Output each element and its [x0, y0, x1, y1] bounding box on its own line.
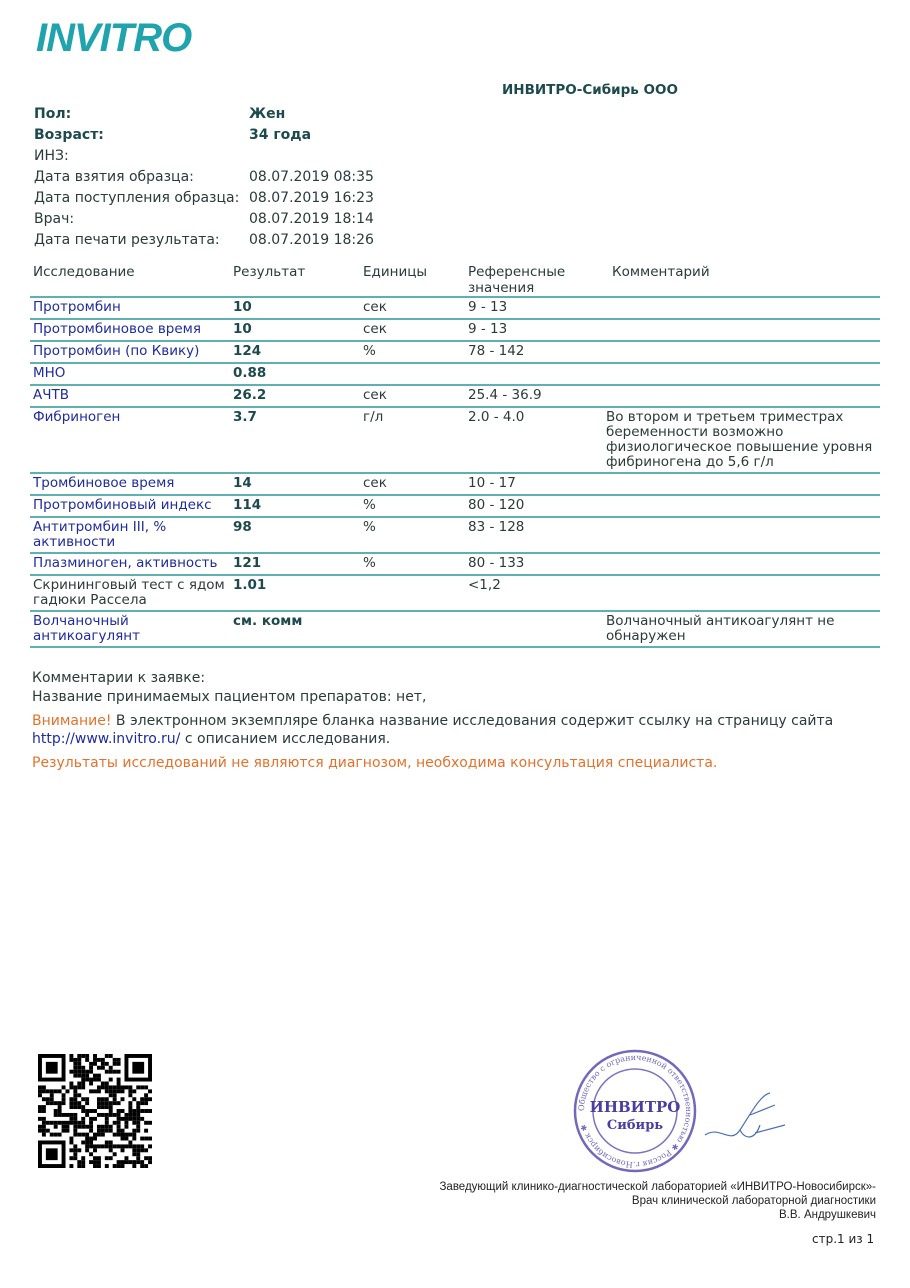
reference-range: 78 - 142 — [468, 343, 525, 359]
test-name[interactable]: Плазминоген, активность — [33, 555, 218, 571]
test-name[interactable]: Антитромбин III, % активности — [33, 519, 167, 550]
table-row — [30, 320, 880, 342]
units: сек — [363, 387, 387, 403]
comment — [606, 298, 880, 318]
stamp-line2: Сибирь — [606, 1118, 664, 1133]
comment: Во втором и третьем триместрах беременности возможно физиологическое повышение уровня фибриногена до 5,6 г/л — [606, 409, 873, 470]
test-name[interactable]: Протромбин (по Квику) — [33, 343, 200, 359]
signer-title: Врач клинической лабораторной диагностики — [631, 1195, 876, 1207]
info-value: 08.07.2019 16:23 — [249, 190, 374, 206]
comment — [606, 386, 880, 406]
info-label: Пол: — [34, 106, 72, 122]
header-result: Результат — [233, 264, 306, 280]
notice-text: В электронном экземпляре бланка название исследования содержит ссылку на страницу сайта — [111, 713, 834, 729]
reference-range: 2.0 - 4.0 — [468, 409, 525, 425]
result-value: 1.01 — [233, 577, 267, 593]
units — [363, 364, 468, 384]
units: % — [363, 497, 376, 513]
comment — [606, 554, 880, 574]
units: % — [363, 519, 376, 535]
units: сек — [363, 299, 387, 315]
result-value: 10 — [233, 321, 252, 337]
table-row — [30, 554, 880, 576]
info-label: Врач: — [34, 211, 75, 227]
comment: Волчаночный антикоагулянт не обнаружен — [606, 613, 835, 644]
result-value: 14 — [233, 475, 252, 491]
notice-warning: Внимание! — [32, 713, 112, 729]
reference-range — [468, 364, 606, 384]
info-value: 08.07.2019 18:14 — [249, 211, 374, 227]
table-body — [30, 298, 880, 648]
info-value: 34 года — [249, 127, 312, 143]
units: сек — [363, 321, 387, 337]
comment — [606, 576, 880, 610]
info-row — [34, 230, 374, 251]
page-number: стр.1 из 1 — [812, 1232, 875, 1246]
invitro-link[interactable]: http://www.invitro.ru/ — [32, 731, 181, 747]
comment — [606, 342, 880, 362]
result-value: 98 — [233, 519, 252, 535]
table-header — [30, 262, 880, 298]
table-row — [30, 298, 880, 320]
info-label: Дата взятия образца: — [34, 169, 194, 185]
comments-text: Название принимаемых пациентом препаратов: нет, — [32, 689, 427, 705]
table-row — [30, 518, 880, 554]
comments-title: Комментарии к заявке: — [32, 670, 206, 686]
units — [363, 612, 468, 646]
info-row — [34, 125, 374, 146]
units: % — [363, 555, 376, 571]
invitro-logo: INVITRO — [36, 16, 192, 60]
header-units: Единицы — [363, 264, 428, 280]
info-row — [34, 167, 374, 188]
result-value: 0.88 — [233, 365, 267, 381]
info-row — [34, 209, 374, 230]
units: % — [363, 343, 376, 359]
stamp-line1: ИНВИТРО — [589, 1098, 681, 1116]
reference-range: 9 - 13 — [468, 299, 508, 315]
info-value: 08.07.2019 18:26 — [249, 232, 374, 248]
header-test: Исследование — [33, 264, 135, 280]
company-stamp — [570, 1046, 700, 1176]
test-name[interactable]: Протромбин — [33, 299, 121, 315]
info-row — [34, 104, 374, 125]
notice — [32, 712, 833, 748]
info-label: Дата печати результата: — [34, 232, 220, 248]
reference-range: 9 - 13 — [468, 321, 508, 337]
result-value: 121 — [233, 555, 262, 571]
test-name[interactable]: Фибриноген — [33, 409, 121, 425]
units: г/л — [363, 409, 384, 425]
reference-range — [468, 612, 606, 646]
signature — [700, 1085, 790, 1155]
result-value: 124 — [233, 343, 262, 359]
result-value: 10 — [233, 299, 252, 315]
test-name[interactable]: Тромбиновое время — [33, 475, 175, 491]
result-value: 26.2 — [233, 387, 267, 403]
reference-range: 80 - 120 — [468, 497, 525, 513]
reference-range: 80 - 133 — [468, 555, 525, 571]
reference-range: <1,2 — [468, 577, 501, 593]
info-label: Дата поступления образца: — [34, 190, 240, 206]
info-row — [34, 146, 374, 167]
table-row — [30, 612, 880, 648]
reference-range: 25.4 - 36.9 — [468, 387, 542, 403]
reference-range: 10 - 17 — [468, 475, 516, 491]
result-value: 114 — [233, 497, 262, 513]
comment — [606, 496, 880, 516]
test-name: Скрининговый тест с ядом гадюки Рассела — [33, 577, 225, 608]
order-comments — [32, 669, 426, 707]
signature-block — [439, 1180, 876, 1222]
header-comment: Комментарий — [612, 264, 710, 280]
company-name: ИНВИТРО-Сибирь ООО — [502, 82, 678, 98]
test-name[interactable]: Протромбиновый индекс — [33, 497, 212, 513]
result-value: 3.7 — [233, 409, 257, 425]
table-row — [30, 342, 880, 364]
test-name[interactable]: МНО — [33, 365, 66, 381]
table-row — [30, 386, 880, 408]
comment — [606, 474, 880, 494]
reference-range: 83 - 128 — [468, 519, 525, 535]
signer-position: Заведующий клинико-диагностической лабораторией «ИНВИТРО-Новосибирск»- — [439, 1181, 876, 1193]
info-value: 08.07.2019 08:35 — [249, 169, 374, 185]
info-value: Жен — [249, 106, 286, 122]
test-name[interactable]: Протромбиновое время — [33, 321, 201, 337]
table-row — [30, 474, 880, 496]
notice-text-2: с описанием исследования. — [180, 731, 391, 747]
info-label: Возраст: — [34, 127, 104, 143]
comment — [606, 518, 880, 552]
qr-code[interactable] — [38, 1053, 152, 1169]
disclaimer: Результаты исследований не являются диагнозом, необходима консультация специалиста. — [32, 755, 718, 771]
table-row — [30, 408, 880, 474]
results-table — [30, 262, 880, 648]
info-label: ИНЗ: — [34, 148, 69, 164]
table-row — [30, 576, 880, 612]
comment — [606, 364, 880, 384]
test-name[interactable]: АЧТВ — [33, 387, 69, 403]
test-name[interactable]: Волчаночный антикоагулянт — [33, 613, 140, 644]
table-row — [30, 364, 880, 386]
patient-info — [34, 104, 374, 251]
table-row — [30, 496, 880, 518]
result-value: см. комм — [233, 613, 303, 629]
comment — [606, 320, 880, 340]
header-reference: Референсные значения — [468, 264, 566, 296]
signer-name: В.В. Андрушкевич — [779, 1209, 876, 1221]
units — [363, 576, 468, 610]
info-row — [34, 188, 374, 209]
units: сек — [363, 475, 387, 491]
svg-text:Общество с ограниченной ответс: Общество с ограниченной ответственностью ✱ Россия г.Новосибирск ✱ — [576, 1052, 694, 1170]
